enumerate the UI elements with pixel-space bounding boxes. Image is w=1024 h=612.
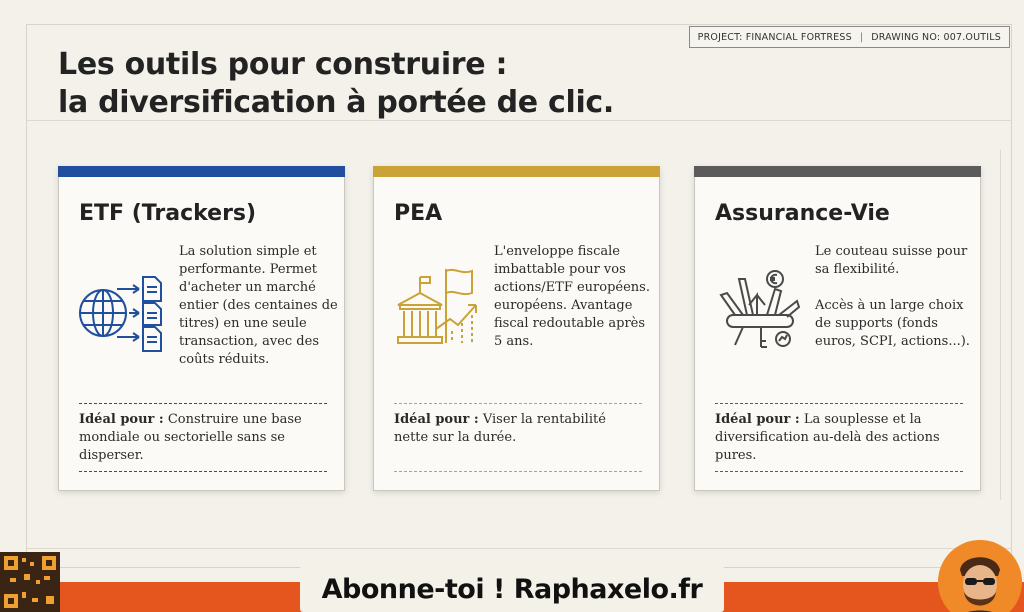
card-title: ETF (Trackers) [79,201,257,226]
qr-code-icon[interactable] [0,552,60,612]
ideal-label: Idéal pour : [79,412,164,427]
card-ideal [715,403,965,465]
project-label: PROJECT: FINANCIAL FORTRESS [697,31,852,43]
drawing-label: DRAWING NO: 007.OUTILS [871,31,1001,43]
card-accent-bar [694,166,981,177]
card-description [494,243,654,351]
card-assurance-vie [694,166,981,491]
bank-flag-growth-icon [392,265,487,355]
ideal-label: Idéal pour : [394,412,479,427]
ideal-text: Viser la rentabilité nette sur la durée. [394,412,606,445]
swiss-knife-icon [713,265,808,355]
title-line-1: Les outils pour construire : [58,47,508,82]
card-ideal [79,403,329,465]
description-paragraph: La solution simple et performante. Permet d'acheter un marché entier (des centaines de titres) en une seule transaction, avec des coûts réduits. [179,244,338,367]
card-accent-bar [58,166,345,177]
project-tag: PROJECT: FINANCIAL FORTRESS | DRAWING NO: 007.OUTILS [689,26,1010,48]
subscribe-cta[interactable]: Abonne-toi ! Raphaxelo.fr [300,566,724,612]
guide-line [1000,150,1001,500]
card-pea [373,166,660,491]
dashed-divider [715,471,963,472]
card-description [179,243,339,369]
page-title [58,46,614,122]
guide-line [26,548,1012,549]
card-title: PEA [394,201,443,226]
ideal-text: Construire une base mondiale ou sectorielle sans se disperser. [79,412,302,463]
ideal-text: La souplesse et la diversification au-delà des actions pures. [715,412,940,463]
card-accent-bar [373,166,660,177]
globe-documents-icon [77,265,172,355]
description-paragraph: L'enveloppe fiscale imbattable pour vos actions/ETF européens. européens. Avantage fiscal redoutable après 5 ans. [494,244,650,349]
dashed-divider [394,471,642,472]
title-line-2: la diversification à portée de clic. [58,85,615,120]
dashed-divider [79,471,327,472]
description-paragraph: Accès à un large choix de supports (fonds euros, SCPI, actions...). [815,298,970,349]
description-paragraph: Le couteau suisse pour sa flexibilité. [815,244,968,277]
card-etf [58,166,345,491]
card-ideal [394,403,644,447]
ideal-label: Idéal pour : [715,412,800,427]
card-description [815,243,975,351]
card-title: Assurance-Vie [715,201,890,226]
